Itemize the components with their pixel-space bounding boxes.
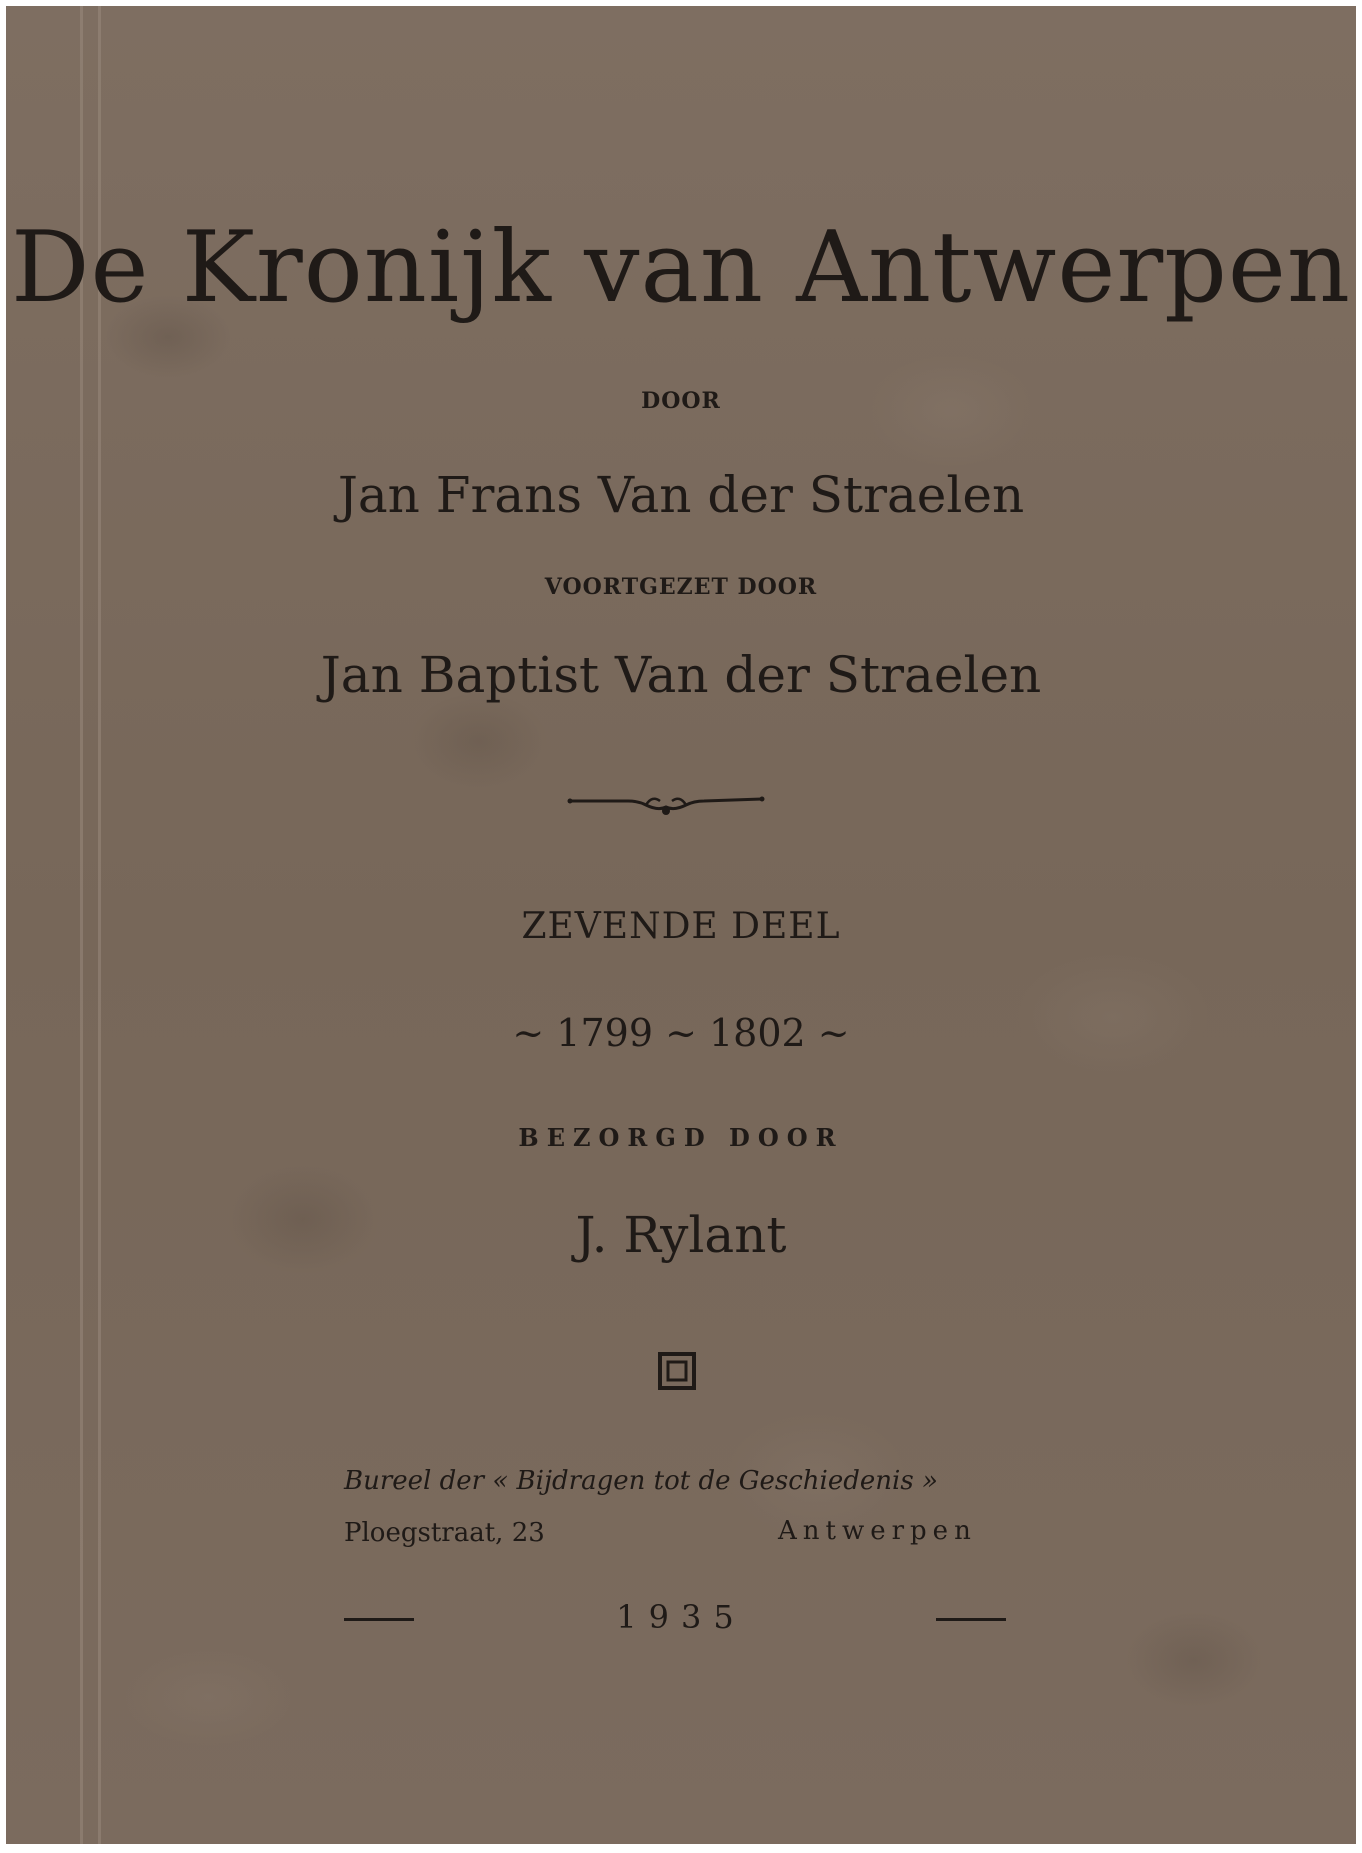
publisher-street: Ploegstraat, 23 (344, 1518, 545, 1548)
book-title: De Kronijk van Antwerpen (10, 211, 1352, 325)
editor-name: J. Rylant (575, 1206, 787, 1264)
year-rule-right (936, 1618, 1006, 1621)
publication-year: 1935 (616, 1598, 746, 1636)
year-range: ~ 1799 ~ 1802 ~ (512, 1011, 850, 1055)
flourish-ornament-icon (566, 781, 766, 821)
book-cover (6, 6, 1356, 1844)
by-label: DOOR (641, 388, 721, 414)
publisher-city: Antwerpen (778, 1516, 977, 1546)
continuator-name: Jan Baptist Van der Straelen (320, 646, 1042, 704)
volume-label: ZEVENDE DEEL (521, 906, 841, 947)
author-name: Jan Frans Van der Straelen (337, 466, 1025, 524)
continued-label: VOORTGEZET DOOR (544, 574, 818, 600)
edited-by-label: BEZORGD DOOR (518, 1123, 844, 1152)
square-emblem-icon (658, 1352, 696, 1390)
publisher-line: Bureel der « Bijdragen tot de Geschiedenis » (344, 1466, 938, 1496)
